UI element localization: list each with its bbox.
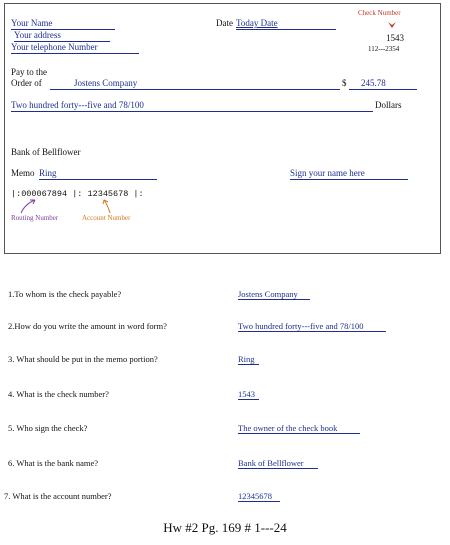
dollar-sign: $	[342, 78, 347, 88]
date-label: Date	[216, 18, 233, 28]
routing-number-hint: Routing Number	[11, 214, 59, 222]
arrow-down-icon	[387, 20, 397, 30]
arrow-up-right-icon	[19, 198, 39, 214]
signature-field[interactable]: Sign your name here	[290, 168, 365, 178]
check-code: 112---2354	[368, 45, 400, 53]
arrow-up-icon	[99, 198, 115, 214]
answer-text: Ring	[238, 354, 255, 364]
question-text: 3. What should be put in the memo portion?	[8, 354, 158, 364]
memo-field[interactable]: Ring	[39, 168, 57, 178]
dollars-label: Dollars	[375, 100, 402, 110]
answer-line	[238, 399, 259, 400]
micr-line: |:000067894 |: 12345678 |:	[11, 189, 144, 199]
footer-reference: Hw #2 Pg. 169 # 1---24	[163, 520, 287, 535]
amount-field[interactable]: 245.78	[361, 78, 386, 88]
payee-line	[50, 89, 340, 90]
bank-name: Bank of Bellflower	[11, 147, 81, 157]
answer-line	[238, 331, 386, 332]
answer-text: The owner of the check book	[238, 423, 338, 433]
answer-line	[238, 501, 280, 502]
date-field[interactable]: Today Date	[236, 18, 278, 28]
memo-line	[39, 179, 157, 180]
signature-line	[290, 179, 408, 180]
amount-words-field[interactable]: Two hundred forty---five and 78/100	[11, 100, 144, 110]
phone-line	[11, 53, 139, 54]
amount-line	[349, 89, 417, 90]
your-phone-field[interactable]: Your telephone Number	[11, 42, 98, 52]
answer-text: Jostens Company	[238, 289, 298, 299]
question-text: 7. What is the account number?	[4, 491, 112, 501]
question-text: 1.To whom is the check payable?	[8, 289, 122, 299]
your-name-field[interactable]: Your Name	[11, 18, 53, 28]
pay-to-label: Pay to the	[11, 67, 47, 77]
account-number-hint: Account Number	[82, 214, 131, 222]
question-text: 5. Who sign the check?	[8, 423, 88, 433]
memo-label: Memo	[11, 168, 35, 178]
answer-text: Bank of Bellflower	[238, 458, 304, 468]
question-text: 2.How do you write the amount in word form?	[8, 321, 167, 331]
check-number-hint: Check Number	[358, 9, 401, 17]
check-number: 1543	[386, 33, 404, 43]
order-of-label: Order of	[11, 78, 42, 88]
question-text: 4. What is the check number?	[8, 389, 109, 399]
amount-words-line	[11, 111, 373, 112]
payee-field[interactable]: Jostens Company	[74, 78, 138, 88]
answer-text: 12345678	[238, 491, 272, 501]
answer-line	[238, 299, 310, 300]
answer-line	[238, 364, 259, 365]
question-text: 6. What is the bank name?	[8, 458, 99, 468]
answer-text: 1543	[238, 389, 255, 399]
answer-text: Two hundred forty---five and 78/100	[238, 321, 364, 331]
your-address-field[interactable]: Your address	[14, 30, 61, 40]
answer-line	[238, 433, 360, 434]
answer-line	[238, 468, 318, 469]
date-line	[236, 29, 336, 30]
